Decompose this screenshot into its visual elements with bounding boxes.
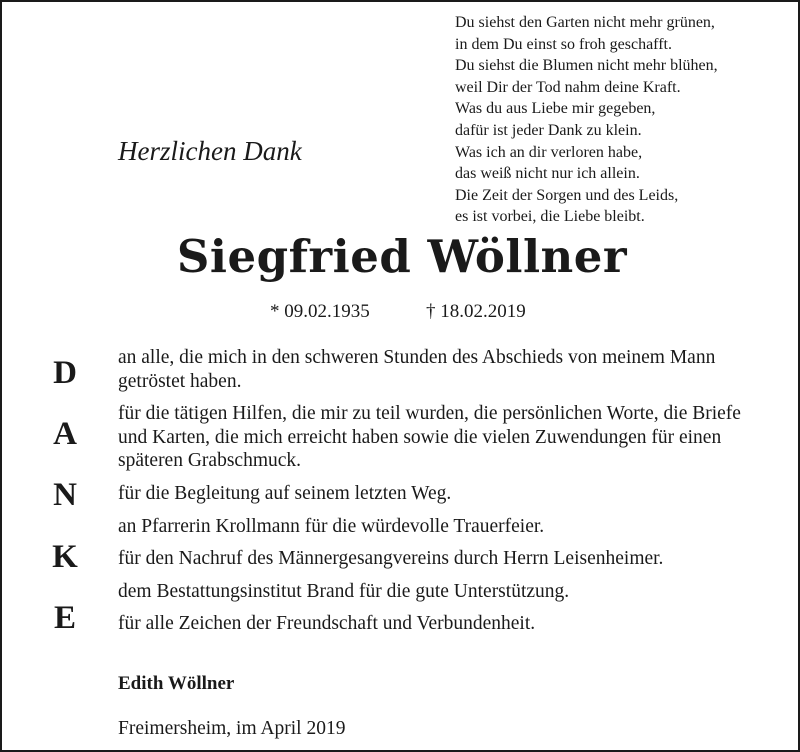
danke-letter: E bbox=[53, 599, 76, 636]
poem bbox=[455, 12, 775, 228]
poem-line: es ist vorbei, die Liebe bleibt. bbox=[455, 208, 645, 226]
danke-letter: K bbox=[52, 538, 78, 575]
danke-vertical-word bbox=[50, 351, 80, 657]
poem-line: Was ich an dir verloren habe, bbox=[455, 143, 643, 161]
poem-line: Die Zeit der Sorgen und des Leids, bbox=[455, 186, 679, 204]
poem-line: Du siehst die Blumen nicht mehr blühen, bbox=[455, 57, 718, 75]
danke-letter: N bbox=[53, 477, 77, 514]
birth-date: * 09.02.1935 bbox=[270, 301, 370, 322]
danke-letter: D bbox=[53, 355, 77, 391]
poem-line: Was du aus Liebe mir gegeben, bbox=[455, 100, 656, 118]
thanks-item: für die Begleitung auf seinem letzten Weg. bbox=[118, 482, 452, 504]
poem-line: in dem Du einst so froh geschafft. bbox=[455, 35, 672, 53]
thanks-item: an Pfarrerin Krollmann für die würdevolle Trauerfeier. bbox=[118, 515, 545, 537]
poem-line: das weiß nicht nur ich allein. bbox=[455, 165, 640, 183]
thanks-item: dem Bestattungsinstitut Brand für die gute Unterstützung. bbox=[118, 580, 570, 602]
thanks-heading: Herzlichen Dank bbox=[118, 136, 302, 166]
thanks-item: an alle, die mich in den schweren Stunden des Abschieds von meinem Mann getröstet haben. bbox=[118, 347, 716, 392]
thanks-list bbox=[118, 346, 758, 645]
poem-line: weil Dir der Tod nahm deine Kraft. bbox=[455, 78, 681, 96]
poem-line: Du siehst den Garten nicht mehr grünen, bbox=[455, 14, 715, 31]
poem-line: dafür ist jeder Dank zu klein. bbox=[455, 121, 642, 139]
death-date: † 18.02.2019 bbox=[426, 301, 526, 322]
place-date: Freimersheim, im April 2019 bbox=[118, 718, 346, 739]
deceased-name: Siegfried Wöllner bbox=[176, 230, 628, 283]
danke-letter: A bbox=[53, 416, 77, 453]
thanks-item: für die tätigen Hilfen, die mir zu teil wurden, die persönlichen Worte, die Briefe und Karten, die mich erreicht haben sowie die vielen Zuwendungen für einen späteren Grabschmuck. bbox=[118, 403, 741, 472]
thanks-item: für den Nachruf des Männergesangvereins durch Herrn Leisenheimer. bbox=[118, 548, 664, 570]
signature: Edith Wöllner bbox=[118, 673, 235, 694]
thanks-item: für alle Zeichen der Freundschaft und Verbundenheit. bbox=[118, 613, 536, 635]
